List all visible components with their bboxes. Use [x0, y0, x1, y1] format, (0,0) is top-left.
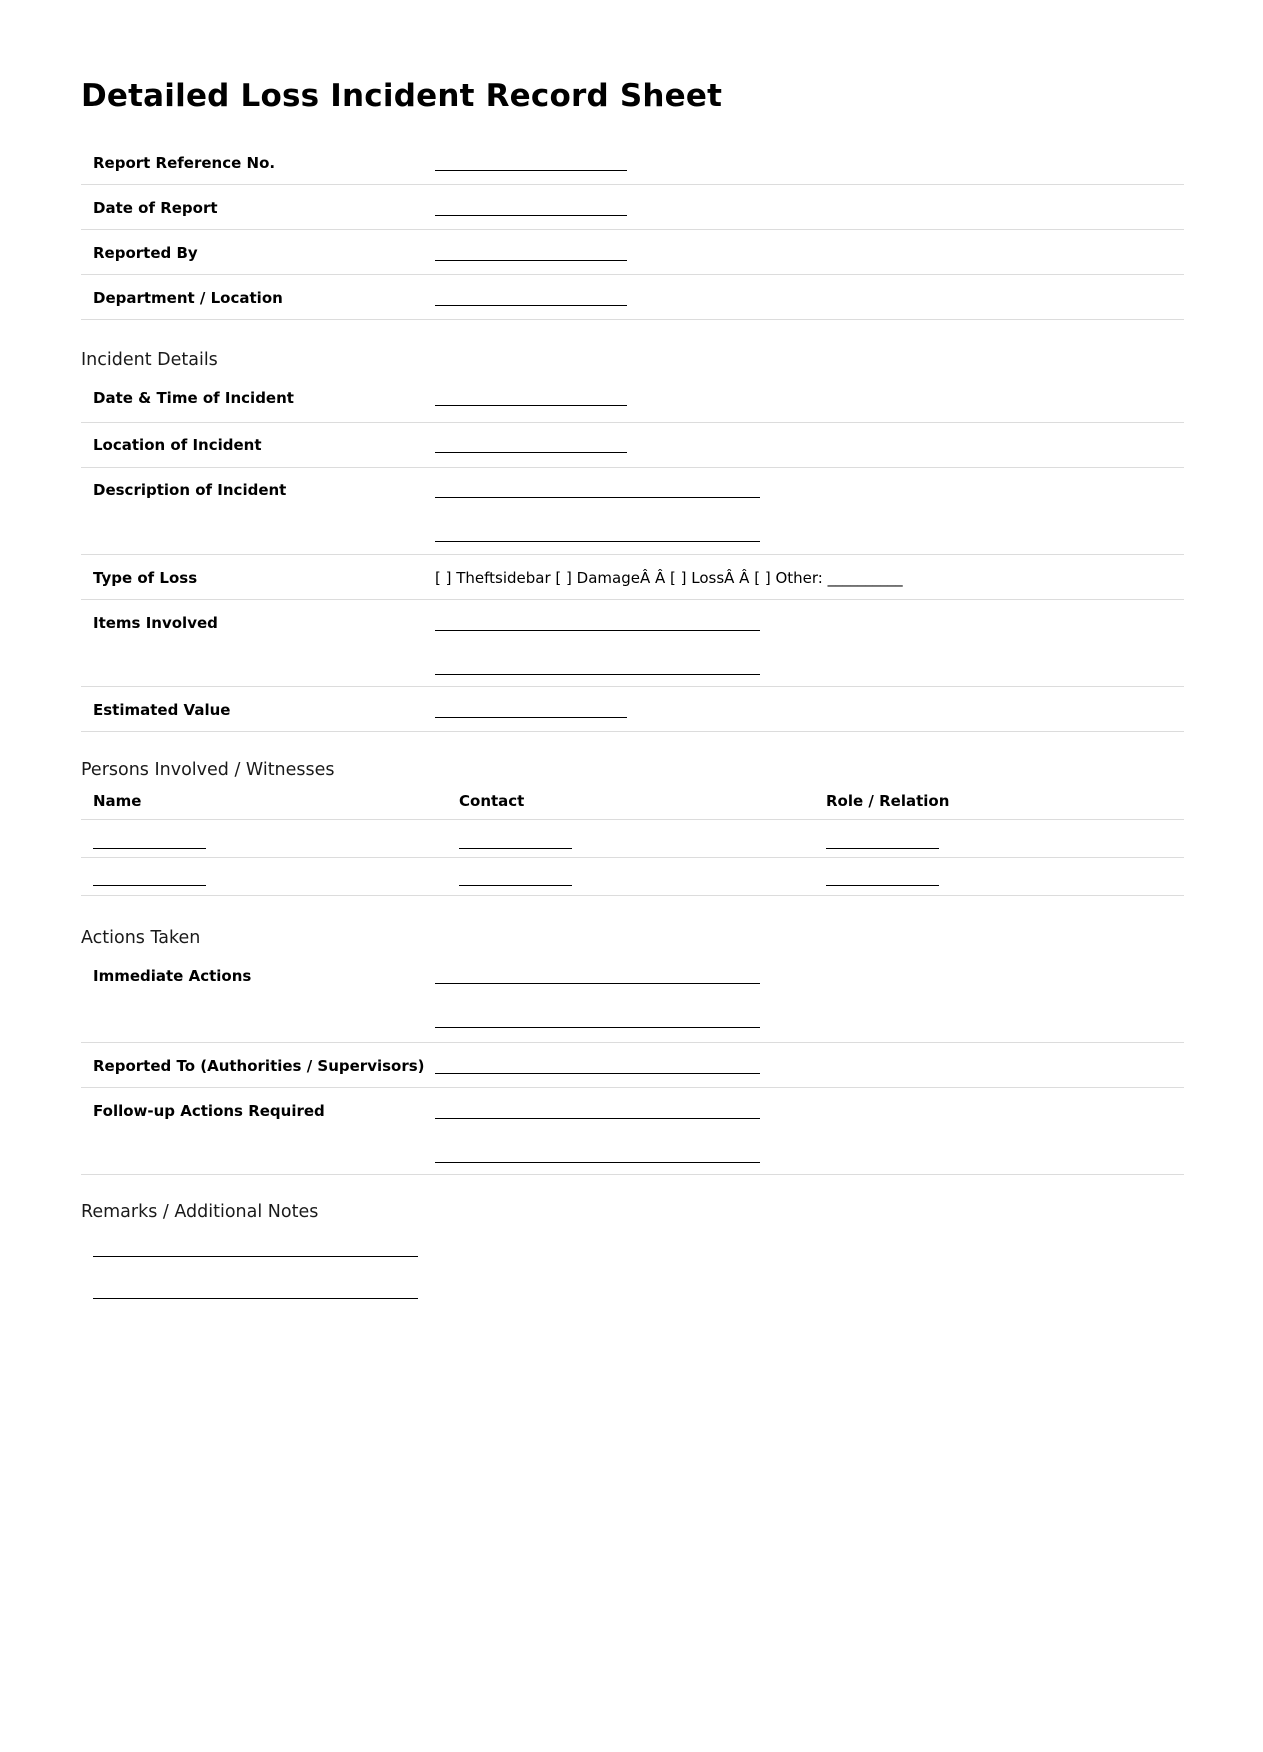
department-location-input[interactable]	[435, 304, 627, 306]
immediate-actions-label: Immediate Actions	[81, 955, 435, 1042]
person-contact-input[interactable]	[459, 847, 572, 849]
field-row-description	[81, 467, 1184, 554]
header-fields-table	[81, 140, 1184, 320]
field-row-estimated-value	[81, 686, 1184, 731]
type-of-loss-label: Type of Loss	[81, 554, 435, 599]
description-input-line-2[interactable]	[435, 540, 760, 542]
field-row-date-of-report	[81, 184, 1184, 229]
follow-up-label: Follow-up Actions Required	[81, 1087, 435, 1174]
remarks-heading: Remarks / Additional Notes	[81, 1202, 319, 1222]
persons-involved-heading: Persons Involved / Witnesses	[81, 760, 335, 780]
field-row-report-reference	[81, 140, 1184, 184]
items-involved-label: Items Involved	[81, 599, 435, 686]
persons-header-row	[81, 792, 1184, 819]
table-row	[81, 819, 1184, 857]
follow-up-input-line-1[interactable]	[435, 1117, 760, 1119]
field-row-immediate-actions	[81, 955, 1184, 1042]
person-role-input[interactable]	[826, 884, 939, 886]
immediate-actions-input-line-1[interactable]	[435, 982, 760, 984]
page-title: Detailed Loss Incident Record Sheet	[81, 78, 723, 114]
incident-details-table	[81, 377, 1184, 732]
reported-to-input[interactable]	[435, 1072, 760, 1074]
date-of-report-label: Date of Report	[81, 184, 435, 229]
reported-to-label: Reported To (Authorities / Supervisors)	[81, 1042, 435, 1087]
remarks-input-line-1[interactable]	[93, 1255, 418, 1257]
date-of-report-input[interactable]	[435, 214, 627, 216]
person-role-input[interactable]	[826, 847, 939, 849]
department-location-label: Department / Location	[81, 274, 435, 319]
items-involved-input-line-2[interactable]	[435, 673, 760, 675]
persons-table	[81, 792, 1184, 896]
column-header-contact: Contact	[447, 792, 814, 819]
column-header-role: Role / Relation	[814, 792, 1184, 819]
column-header-name: Name	[81, 792, 447, 819]
field-row-follow-up	[81, 1087, 1184, 1174]
field-row-department-location	[81, 274, 1184, 319]
report-reference-input[interactable]	[435, 169, 627, 171]
field-row-items-involved	[81, 599, 1184, 686]
follow-up-input-line-2[interactable]	[435, 1161, 760, 1163]
actions-taken-heading: Actions Taken	[81, 928, 201, 948]
person-name-input[interactable]	[93, 884, 206, 886]
estimated-value-label: Estimated Value	[81, 686, 435, 731]
reported-by-input[interactable]	[435, 259, 627, 261]
person-contact-input[interactable]	[459, 884, 572, 886]
estimated-value-input[interactable]	[435, 716, 627, 718]
report-reference-label: Report Reference No.	[81, 140, 435, 184]
description-label: Description of Incident	[81, 467, 435, 554]
incident-details-heading: Incident Details	[81, 350, 218, 370]
reported-by-label: Reported By	[81, 229, 435, 274]
field-row-type-of-loss	[81, 554, 1184, 599]
person-name-input[interactable]	[93, 847, 206, 849]
actions-table	[81, 955, 1184, 1175]
items-involved-input-line-1[interactable]	[435, 629, 760, 631]
remarks-input-line-2[interactable]	[93, 1297, 418, 1299]
field-row-reported-by	[81, 229, 1184, 274]
date-time-input[interactable]	[435, 404, 627, 406]
type-of-loss-options[interactable]: [ ] Theftsidebar [ ] DamageÂ Â [ ] LossÂ Â [ ] Other: __________	[435, 554, 1184, 599]
date-time-label: Date & Time of Incident	[81, 377, 435, 422]
location-input[interactable]	[435, 451, 627, 453]
field-row-reported-to	[81, 1042, 1184, 1087]
field-row-date-time	[81, 377, 1184, 422]
location-label: Location of Incident	[81, 422, 435, 467]
immediate-actions-input-line-2[interactable]	[435, 1026, 760, 1028]
description-input-line-1[interactable]	[435, 496, 760, 498]
field-row-location	[81, 422, 1184, 467]
table-row	[81, 857, 1184, 895]
